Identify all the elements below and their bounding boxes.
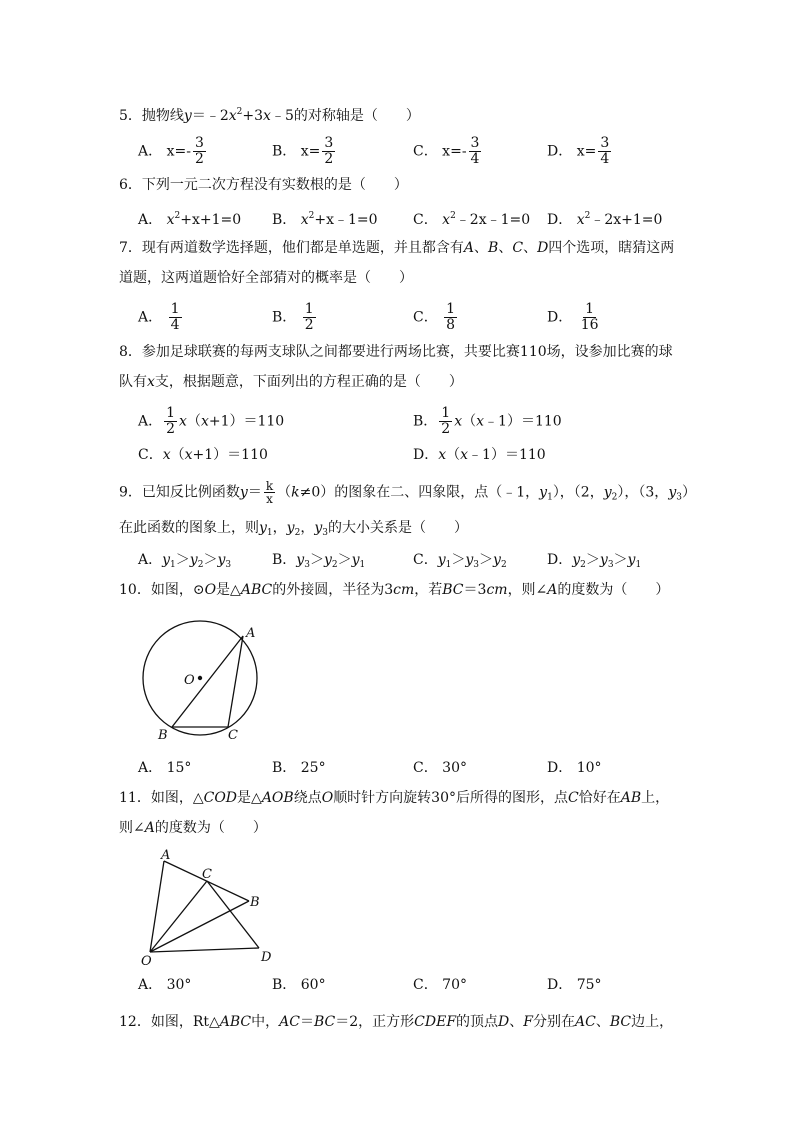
- fraction: $\frac{1}{2}$: [304, 301, 314, 333]
- fraction: $\frac{3}{2}$: [194, 135, 204, 167]
- segment-cd: [207, 881, 259, 948]
- label-a: A: [161, 848, 171, 863]
- q11-option-d[interactable]: D． 75°: [547, 977, 602, 993]
- question-number: 9．: [119, 484, 142, 501]
- question-5: 5．抛物线$y=﹣2x^2+3x﹣5$的对称轴是（ ）: [119, 107, 420, 124]
- question-number: 5．: [119, 108, 142, 124]
- rotation-figure: [135, 845, 280, 970]
- q9-option-c[interactable]: C．$y_1>y_3>y_2$: [413, 552, 507, 570]
- q10-option-c[interactable]: C． 30°: [413, 760, 467, 776]
- q6-option-c[interactable]: C． $x^2﹣2x﹣1=0$: [413, 211, 531, 228]
- q10-option-d[interactable]: D． 10°: [547, 760, 602, 776]
- q8-option-a[interactable]: A． $\frac{1}{2}$ x（x+1）＝110: [138, 405, 285, 437]
- q5-option-d[interactable]: D． x= $\frac{3}{4}$: [547, 135, 610, 167]
- q7-option-b[interactable]: B． $\frac{1}{2}$: [272, 301, 314, 333]
- fraction: $\frac{1}{16}$: [580, 301, 599, 333]
- fraction: $\frac{3}{2}$: [324, 135, 334, 167]
- segment-oc: [150, 881, 207, 952]
- q9-option-a[interactable]: A．$y_1>y_2>y_3$: [138, 552, 232, 570]
- question-7-line-2: 道题，这两道题恰好全部猜对的概率是（ ）: [119, 270, 413, 286]
- q7-option-a[interactable]: A． $\frac{1}{4}$: [138, 301, 180, 333]
- segment-od: [150, 948, 259, 952]
- question-11-line-2: 则∠A的度数为（ ）: [119, 820, 267, 836]
- fraction: $\frac{1}{4}$: [170, 301, 180, 333]
- q6-option-d[interactable]: D． $x^2﹣2x+1=0$: [547, 211, 663, 228]
- label-d: D: [261, 950, 272, 965]
- question-12: 12．如图，Rt△ABC中，AC＝BC＝2，正方形CDEF的顶点D、F分别在AC、BC边上，: [119, 1014, 674, 1030]
- question-number: 12．: [119, 1014, 151, 1030]
- q9-option-d[interactable]: D．$y_2>y_3>y_1$: [547, 552, 642, 570]
- question-8: 8．参加足球联赛的每两支球队之间都要进行两场比赛，共要比赛110场，设参加比赛的球: [119, 344, 673, 360]
- q6-option-b[interactable]: B． $x^2+x﹣1=0$: [272, 211, 378, 228]
- segment-oa: [150, 861, 164, 952]
- question-number: 7．: [119, 240, 142, 256]
- question-number: 6．: [119, 177, 142, 193]
- label-b: B: [250, 895, 260, 910]
- q5-option-a[interactable]: A． x=- $\frac{3}{2}$: [138, 135, 204, 167]
- question-number: 8．: [119, 344, 142, 360]
- question-number: 10．: [119, 582, 151, 598]
- q11-option-a[interactable]: A． 30°: [138, 977, 192, 993]
- fraction: $\frac{1}{2}$: [441, 405, 451, 437]
- label-c: C: [202, 867, 212, 882]
- fraction: $\frac{k}{x}$: [265, 479, 274, 506]
- question-8-line-2: 队有x支，根据题意，下面列出的方程正确的是（ ）: [119, 374, 463, 390]
- question-9: 9．已知反比例函数y＝ $\frac{k}{x}$ （k≠0）的图象在二、四象限，点（﹣1，$y_1$），（2，$y_2$），（3，$y_3$）: [119, 479, 696, 506]
- question-6: 6．下列一元二次方程没有实数根的是（ ）: [119, 177, 408, 193]
- label-b: B: [158, 728, 168, 743]
- question-10: 10．如图，⊙O是△ABC的外接圆，半径为3cm，若BC＝3cm，则∠A的度数为（ ）: [119, 582, 670, 598]
- q8-option-c[interactable]: C．x（x+1）＝110: [138, 447, 268, 463]
- fraction: $\frac{1}{2}$: [166, 405, 176, 437]
- question-7: 7．现有两道数学选择题，他们都是单选题，并且都含有A、B、C、D四个选项，瞎猜这两: [119, 240, 675, 256]
- fraction: $\frac{3}{4}$: [470, 135, 480, 167]
- label-o: O: [141, 954, 152, 969]
- segment-ob: [150, 901, 249, 952]
- label-c: C: [228, 728, 238, 743]
- q9-option-b[interactable]: B．$y_3>y_2>y_1$: [272, 552, 366, 570]
- label-a: A: [246, 626, 256, 641]
- fraction: $\frac{1}{8}$: [446, 301, 456, 333]
- q10-option-b[interactable]: B． 25°: [272, 760, 326, 776]
- fraction: $\frac{3}{4}$: [600, 135, 610, 167]
- q5-option-b[interactable]: B． x= $\frac{3}{2}$: [272, 135, 334, 167]
- q8-option-d[interactable]: D．x（x﹣1）＝110: [413, 447, 546, 463]
- circle-figure: [130, 615, 280, 750]
- q11-option-c[interactable]: C． 70°: [413, 977, 467, 993]
- q8-option-b[interactable]: B． $\frac{1}{2}$ x（x﹣1）＝110: [413, 405, 562, 437]
- question-number: 11．: [119, 790, 151, 806]
- triangle-abc: [172, 636, 243, 727]
- q6-option-a[interactable]: A． $x^2+x+1=0$: [138, 211, 242, 228]
- q11-option-b[interactable]: B． 60°: [272, 977, 326, 993]
- q7-option-c[interactable]: C． $\frac{1}{8}$: [413, 301, 456, 333]
- question-9-line-2: 在此函数的图象上，则$y_1$，$y_2$，$y_3$的大小关系是（ ）: [119, 520, 468, 538]
- q7-option-d[interactable]: D． $\frac{1}{16}$: [547, 301, 599, 333]
- label-o: O: [184, 673, 195, 688]
- q5-option-c[interactable]: C． x=- $\frac{3}{4}$: [413, 135, 480, 167]
- question-11: 11．如图，△COD是△AOB绕点O顺时针方向旋转30°后所得的图形，点C恰好在AB上，: [119, 790, 670, 806]
- q10-option-a[interactable]: A． 15°: [138, 760, 192, 776]
- center-point: [198, 676, 202, 680]
